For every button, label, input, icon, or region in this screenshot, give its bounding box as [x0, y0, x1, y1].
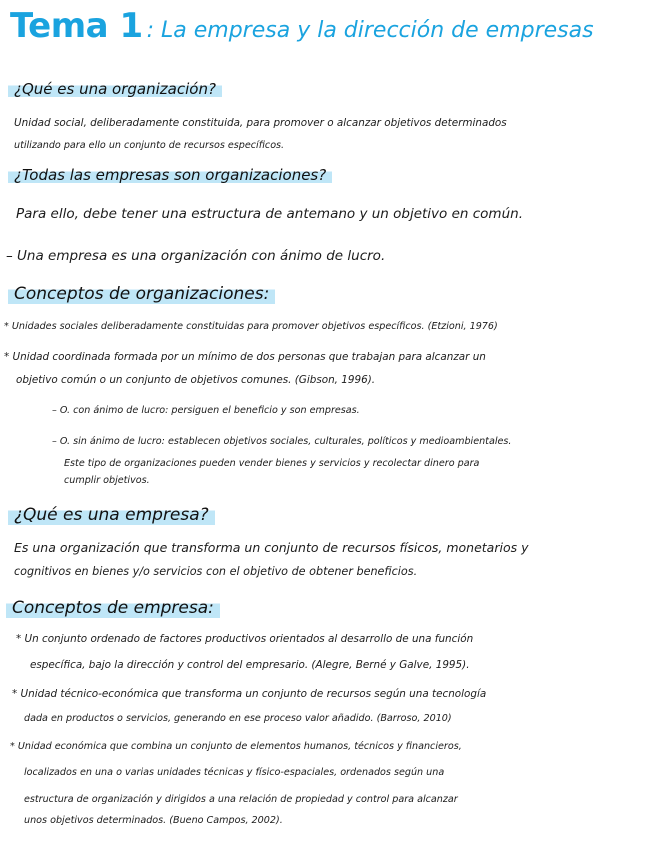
emp-bullet-3-line-3: estructura de organización y dirigidos a una relación de propiedad y control para alcanzar — [24, 794, 458, 805]
q3-line-1: Es una organización que transforma un conjunto de recursos físicos, monetarios y — [14, 540, 529, 555]
heading-conceptos-empresa: Conceptos de empresa: — [6, 597, 220, 619]
heading-que-es-organizacion: ¿Qué es una organización? — [8, 80, 222, 98]
emp-bullet-3-line-1: * Unidad económica que combina un conjunto de elementos humanos, técnicos y financieros, — [10, 741, 462, 752]
emp-bullet-3-line-4: unos objetivos determinados. (Bueno Campos, 2002). — [24, 815, 283, 826]
q3-line-2: cognitivos en bienes y/o servicios con el objetivo de obtener beneficios. — [14, 565, 418, 578]
org-sub-2-line-2: Este tipo de organizaciones pueden vender bienes y servicios y recolectar dinero para — [64, 458, 480, 469]
org-sub-2-line-1: – O. sin ánimo de lucro: establecen objetivos sociales, culturales, políticos y medioambientales. — [52, 436, 512, 447]
emp-bullet-2-line-1: * Unidad técnico-económica que transforma un conjunto de recursos según una tecnología — [12, 688, 487, 700]
emp-bullet-3-line-2: localizados en una o varias unidades técnicas y físico-espaciales, ordenados según una — [24, 767, 445, 778]
page-title — [10, 6, 594, 46]
title-main: Tema 1 — [10, 6, 143, 46]
title-subtitle: : La empresa y la dirección de empresas — [146, 18, 594, 43]
org-sub-1: – O. con ánimo de lucro: persiguen el beneficio y son empresas. — [52, 405, 360, 416]
emp-bullet-2-line-2: dada en productos o servicios, generando en ese proceso valor añadido. (Barroso, 2010) — [24, 713, 452, 724]
heading-que-es-empresa: ¿Qué es una empresa? — [8, 504, 215, 526]
q1-line-2: utilizando para ello un conjunto de recursos específicos. — [14, 140, 285, 151]
q2-line-2: – Una empresa es una organización con ánimo de lucro. — [6, 248, 386, 264]
q1-line-1: Unidad social, deliberadamente constituida, para promover o alcanzar objetivos determinados — [14, 117, 507, 129]
heading-todas-empresas: ¿Todas las empresas son organizaciones? — [8, 166, 332, 184]
heading-conceptos-organizaciones: Conceptos de organizaciones: — [8, 283, 275, 305]
emp-bullet-1-line-1: * Un conjunto ordenado de factores productivos orientados al desarrollo de una función — [16, 633, 474, 645]
org-sub-2-line-3: cumplir objetivos. — [64, 475, 150, 486]
org-bullet-2-line-1: * Unidad coordinada formada por un mínimo de dos personas que trabajan para alcanzar un — [4, 351, 486, 363]
org-bullet-2-line-2: objetivo común o un conjunto de objetivos comunes. (Gibson, 1996). — [16, 374, 376, 386]
emp-bullet-1-line-2: específica, bajo la dirección y control del empresario. (Alegre, Berné y Galve, 1995). — [30, 659, 470, 671]
org-bullet-1: * Unidades sociales deliberadamente constituidas para promover objetivos específicos. (Etzioni, 1976) — [4, 321, 498, 332]
q2-line-1: Para ello, debe tener una estructura de antemano y un objetivo en común. — [16, 206, 523, 222]
